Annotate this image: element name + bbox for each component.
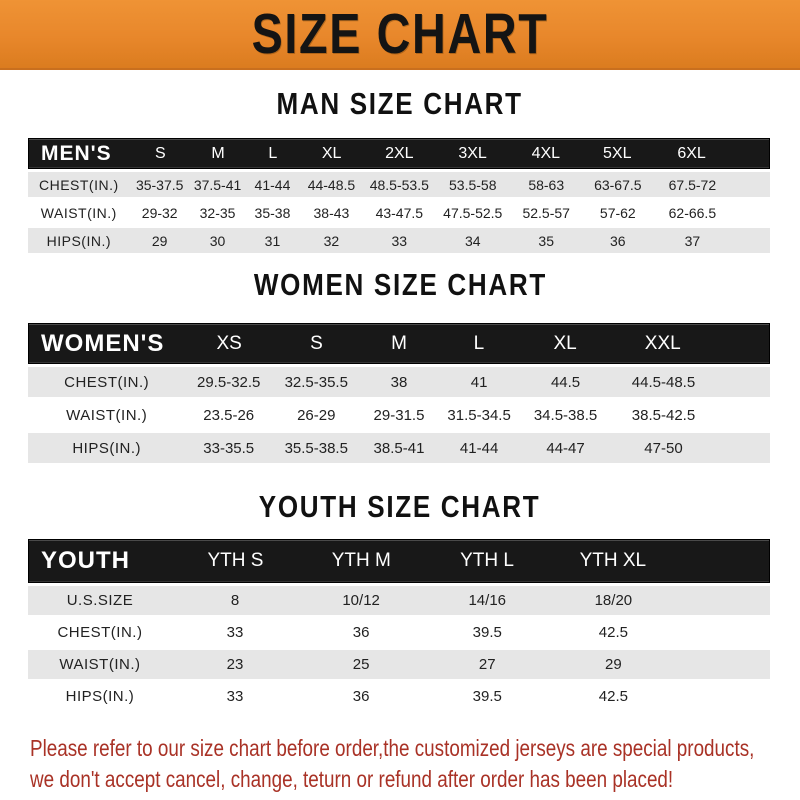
cell-value: 33 (226, 688, 244, 705)
cell-value: 44.5-48.5 (631, 373, 696, 391)
cell-value: 44-47 (546, 439, 585, 457)
footer-line-1: Please refer to our size chart before order,the customized jerseys are special products, (30, 735, 755, 761)
cell-value: 29.5-32.5 (197, 373, 261, 391)
row-label: HIPS(IN.) (72, 439, 141, 457)
row-label: CHEST(IN.) (38, 176, 119, 193)
table-row (28, 650, 770, 679)
cell-value: 10/12 (342, 592, 380, 609)
cell-value: 38.5-41 (373, 439, 425, 457)
man-section-heading-text: MAN SIZE CHART (276, 86, 524, 121)
table-header-row (28, 138, 770, 169)
cell-value: 38-43 (313, 204, 350, 221)
cell-value: 38 (390, 373, 408, 391)
row-label: CHEST(IN.) (57, 624, 143, 641)
cell-value: 29-31.5 (373, 406, 425, 424)
cell-value: 43-47.5 (375, 204, 424, 221)
youth-size-table (28, 539, 770, 711)
column-header: S (155, 144, 166, 162)
women-section-heading-text: WOMEN SIZE CHART (253, 267, 547, 302)
table-title: WOMEN'S (41, 329, 165, 357)
table-row (28, 228, 770, 253)
cell-value: 14/16 (468, 592, 507, 609)
column-header: L (268, 144, 278, 162)
cell-value: 34 (464, 232, 481, 249)
youth-section-heading (0, 489, 800, 525)
table-row (28, 682, 770, 711)
cell-value: 29-32 (141, 204, 178, 221)
table-row (28, 367, 770, 397)
cell-value: 31 (264, 232, 281, 249)
cell-value: 18/20 (594, 592, 633, 609)
row-label: WAIST(IN.) (59, 656, 141, 673)
womens-size-table (28, 323, 770, 463)
row-label: HIPS(IN.) (46, 232, 112, 249)
cell-value: 8 (230, 592, 240, 609)
table-row (28, 200, 770, 225)
footer-line-2: we don't accept cancel, change, teturn or refund after order has been placed! (30, 766, 674, 792)
cell-value: 25 (352, 656, 370, 673)
column-header: 3XL (458, 144, 487, 162)
column-header: 2XL (385, 144, 414, 162)
column-header: XS (216, 332, 242, 354)
cell-value: 36 (352, 624, 370, 641)
cell-value: 30 (209, 232, 226, 249)
cell-value: 36 (610, 232, 626, 249)
cell-value: 37 (684, 232, 701, 249)
cell-value: 39.5 (472, 688, 502, 705)
row-label: HIPS(IN.) (65, 688, 135, 705)
footer-note (30, 733, 800, 795)
cell-value: 33 (226, 624, 244, 641)
youth-section-heading-text: YOUTH SIZE CHART (259, 489, 541, 524)
cell-value: 42.5 (598, 624, 628, 641)
row-label: CHEST(IN.) (64, 373, 150, 391)
column-header: YTH M (331, 550, 391, 571)
cell-value: 62-66.5 (668, 204, 717, 221)
column-header: YTH S (207, 550, 264, 571)
table-title: MEN'S (41, 141, 112, 165)
row-label: WAIST(IN.) (66, 406, 148, 424)
column-header: L (473, 332, 485, 354)
cell-value: 32 (323, 232, 340, 249)
column-header: YTH L (460, 550, 514, 571)
cell-value: 34.5-38.5 (533, 406, 598, 424)
cell-value: 48.5-53.5 (369, 176, 429, 193)
cell-value: 41-44 (254, 176, 291, 193)
cell-value: 67.5-72 (668, 176, 717, 193)
cell-value: 44.5 (550, 373, 581, 391)
column-header: XXL (644, 332, 681, 354)
cell-value: 63-67.5 (594, 176, 642, 193)
cell-value: 38.5-42.5 (631, 406, 696, 424)
cell-value: 53.5-58 (449, 176, 497, 193)
cell-value: 58-63 (528, 176, 565, 193)
table-title: YOUTH (41, 547, 130, 574)
column-header: 4XL (531, 144, 561, 162)
cell-value: 32-35 (199, 204, 236, 221)
column-header: 6XL (677, 144, 706, 162)
cell-value: 33-35.5 (203, 439, 255, 457)
table-row (28, 618, 770, 647)
table-row (28, 400, 770, 430)
mens-size-table (28, 138, 770, 253)
column-header: S (310, 332, 323, 354)
size-chart-banner (0, 0, 800, 70)
column-header: XL (553, 332, 577, 354)
cell-value: 41-44 (459, 439, 499, 457)
cell-value: 29 (151, 232, 168, 249)
row-label: WAIST(IN.) (40, 204, 117, 221)
cell-value: 42.5 (598, 688, 628, 705)
cell-value: 26-29 (297, 406, 336, 424)
women-section-heading (0, 267, 800, 303)
cell-value: 41 (470, 373, 488, 391)
column-header: M (391, 332, 407, 354)
cell-value: 52.5-57 (522, 204, 570, 221)
cell-value: 36 (352, 688, 370, 705)
table-row (28, 586, 770, 615)
cell-value: 29 (605, 656, 622, 673)
cell-value: 47-50 (644, 439, 683, 457)
column-header: 5XL (603, 144, 632, 162)
banner-title: SIZE CHART (251, 1, 549, 66)
cell-value: 23.5-26 (203, 406, 255, 424)
cell-value: 35 (538, 232, 554, 249)
cell-value: 44-48.5 (307, 176, 356, 193)
cell-value: 35-37.5 (135, 176, 184, 193)
table-header-row (28, 539, 770, 583)
man-section-heading (0, 86, 800, 122)
column-header: YTH XL (579, 550, 647, 571)
cell-value: 57-62 (599, 204, 636, 221)
table-row (28, 172, 770, 197)
table-row (28, 433, 770, 463)
cell-value: 39.5 (472, 624, 502, 641)
cell-value: 35.5-38.5 (284, 439, 348, 457)
cell-value: 31.5-34.5 (447, 406, 511, 424)
cell-value: 33 (391, 232, 408, 249)
cell-value: 32.5-35.5 (284, 373, 348, 391)
cell-value: 23 (226, 656, 244, 673)
cell-value: 35-38 (254, 204, 291, 221)
row-label: U.S.SIZE (66, 592, 134, 609)
cell-value: 37.5-41 (193, 176, 242, 193)
column-header: XL (321, 144, 342, 162)
cell-value: 27 (478, 656, 496, 673)
column-header: M (211, 144, 225, 162)
cell-value: 47.5-52.5 (443, 204, 503, 221)
table-header-row (28, 323, 770, 364)
